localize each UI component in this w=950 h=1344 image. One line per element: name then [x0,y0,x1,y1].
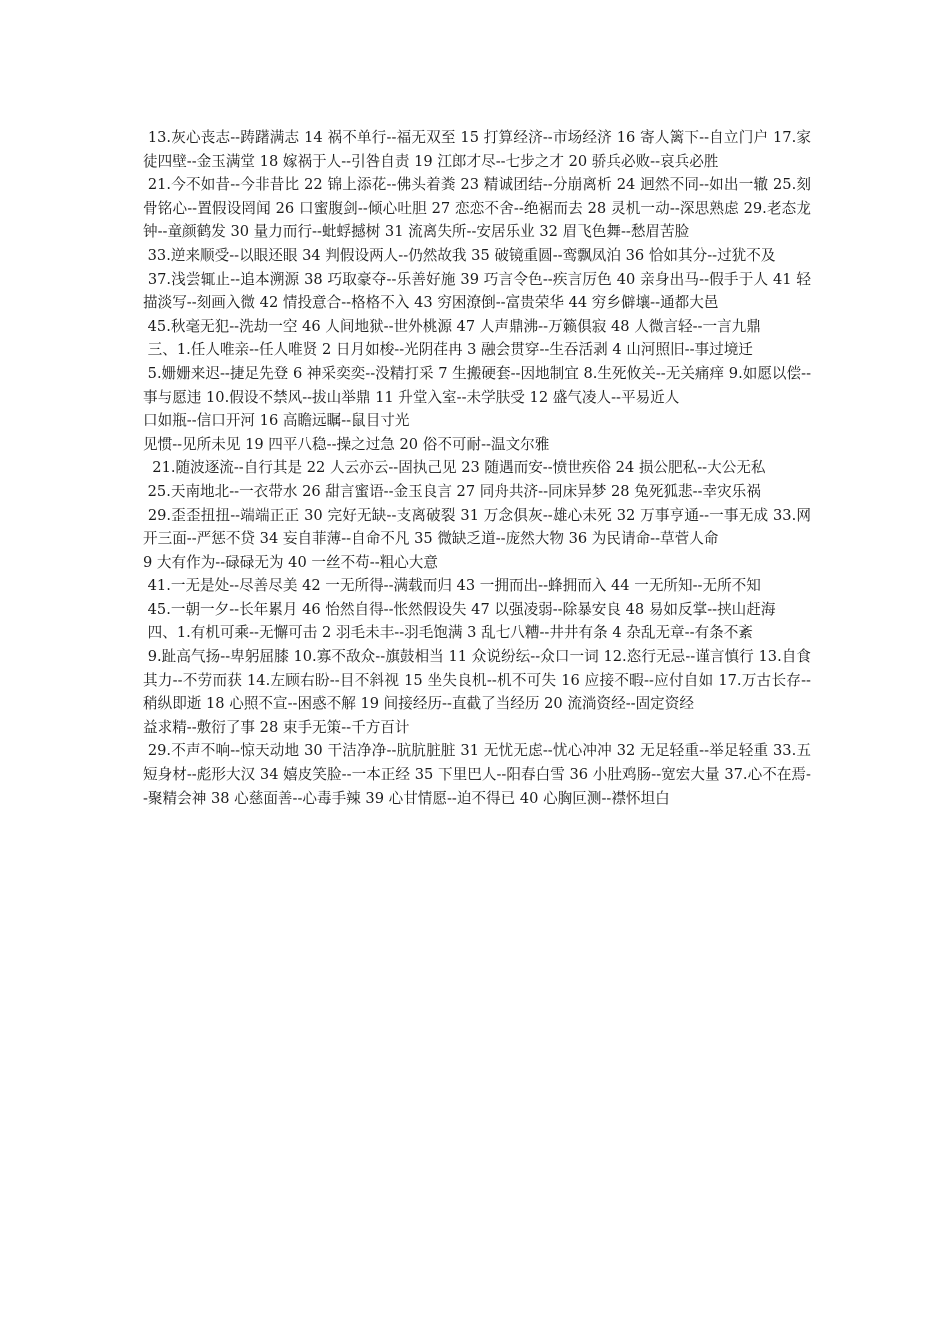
paragraph-13: 9 大有作为--碌碌无为 40 一丝不苟--粗心大意 [143,553,438,571]
paragraph-3: 33.逆来顺受--以眼还眼 34 判假设两人--仍然故我 35 破镜重圆--鸾飘凤泊 36 恰如其分--过犹不及 [143,246,776,264]
paragraph-8: 口如瓶--信口开河 16 高瞻远瞩--鼠目寸光 [143,412,410,430]
paragraph-6: 三、1.任人唯亲--任人唯贤 2 日月如梭--光阴荏冉 3 融会贯穿--生吞活剥 4 山河照旧--事过境迁 [143,341,753,359]
paragraph-5: 45.秋毫无犯--洗劫一空 46 人间地狱--世外桃源 47 人声鼎沸--万籁俱寂 48 人微言轻--一言九鼎 [143,317,761,335]
paragraph-14: 41.一无是处--尽善尽美 42 一无所得--满载而归 43 一拥而出--蜂拥而入 44 一无所知--无所不知 [143,577,761,595]
document-body [143,126,811,810]
paragraph-2: 21.今不如昔--今非昔比 22 锦上添花--佛头着粪 23 精诚团结--分崩离析 24 迥然不同--如出一辙 25.刻骨铭心--置假设罔闻 26 口蜜腹剑--倾心吐胆 27 恋恋不舍--绝裾而去 28 灵机一动--深思熟虑 29.老态龙钟--童颜鹤发 30 量力而行--蚍蜉撼树 31 流离失所--安居乐业 32 眉飞色舞--愁眉苦脸 [143,176,811,241]
paragraph-12: 29.歪歪扭扭--端端正正 30 完好无缺--支离破裂 31 万念俱灰--雄心未死 32 万事亨通--一事无成 33.网开三面--严惩不贷 34 妄自菲薄--自命不凡 35 微缺乏道--庞然大物 36 为民请命--草菅人命 [143,506,811,548]
paragraph-9: 见惯--见所未见 19 四平八稳--操之过急 20 俗不可耐--温文尔雅 [143,435,550,453]
paragraph-4: 37.浅尝辄止--追本溯源 38 巧取豪夺--乐善好施 39 巧言令色--疾言厉色 40 亲身出马--假手于人 41 轻描淡写--刻画入微 42 情投意合--格格不入 43 穷困潦倒--富贵荣华 44 穷乡僻壤--通都大邑 [143,270,811,312]
paragraph-19: 29.不声不响--惊天动地 30 干洁净净--肮肮脏脏 31 无忧无虑--忧心冲冲 32 无足轻重--举足轻重 33.五短身材--彪形大汉 34 嬉皮笑脸--一本正经 35 下里巴人--阳春白雪 36 小肚鸡肠--宽宏大量 37.心不在焉--聚精会神 38 心慈面善--心毒手辣 39 心甘情愿--迫不得已 40 心胸叵测--襟怀坦白 [143,742,811,807]
paragraph-7: 5.姗姗来迟--捷足先登 6 神采奕奕--没精打采 7 生搬硬套--因地制宜 8.生死攸关--无关痛痒 9.如愿以偿--事与愿违 10.假设不禁风--拔山举鼎 11 升堂入室--未学肤受 12 盛气凌人--平易近人 [143,364,811,406]
paragraph-1: 13.灰心丧志--踌躇满志 14 祸不单行--福无双至 15 打算经济--市场经济 16 寄人篱下--自立门户 17.家徒四壁--金玉满堂 18 嫁祸于人--引咎自责 19 江郎才尽--七步之才 20 骄兵必败--哀兵必胜 [143,129,811,170]
paragraph-11: 25.天南地北--一衣带水 26 甜言蜜语--金玉良言 27 同舟共济--同床异梦 28 兔死狐悲--幸灾乐祸 [143,482,761,500]
paragraph-17: 9.趾高气扬--卑躬屈膝 10.寡不敌众--旗鼓相当 11 众说纷纭--众口一词 12.恣行无忌--谨言慎行 13.自食其力--不劳而获 14.左顾右盼--目不斜视 15 坐失良机--机不可失 16 应接不暇--应付自如 17.万古长存--稍纵即逝 18 心照不宣--困惑不解 19 间接经历--直截了当经历 20 流淌资经--固定资经 [143,648,811,713]
paragraph-18: 益求精--敷衍了事 28 束手无策--千方百计 [143,718,410,736]
paragraph-16: 四、1.有机可乘--无懈可击 2 羽毛未丰--羽毛饱满 3 乱七八糟--井井有条 4 杂乱无章--有条不紊 [143,624,753,642]
paragraph-10: 21.随波逐流--自行其是 22 人云亦云--固执己见 23 随遇而安--愤世疾俗 24 损公肥私--大公无私 [143,459,766,477]
paragraph-15: 45.一朝一夕--长年累月 46 怡然自得--怅然假设失 47 以强凌弱--除暴安良 48 易如反掌--挟山赶海 [143,600,776,618]
